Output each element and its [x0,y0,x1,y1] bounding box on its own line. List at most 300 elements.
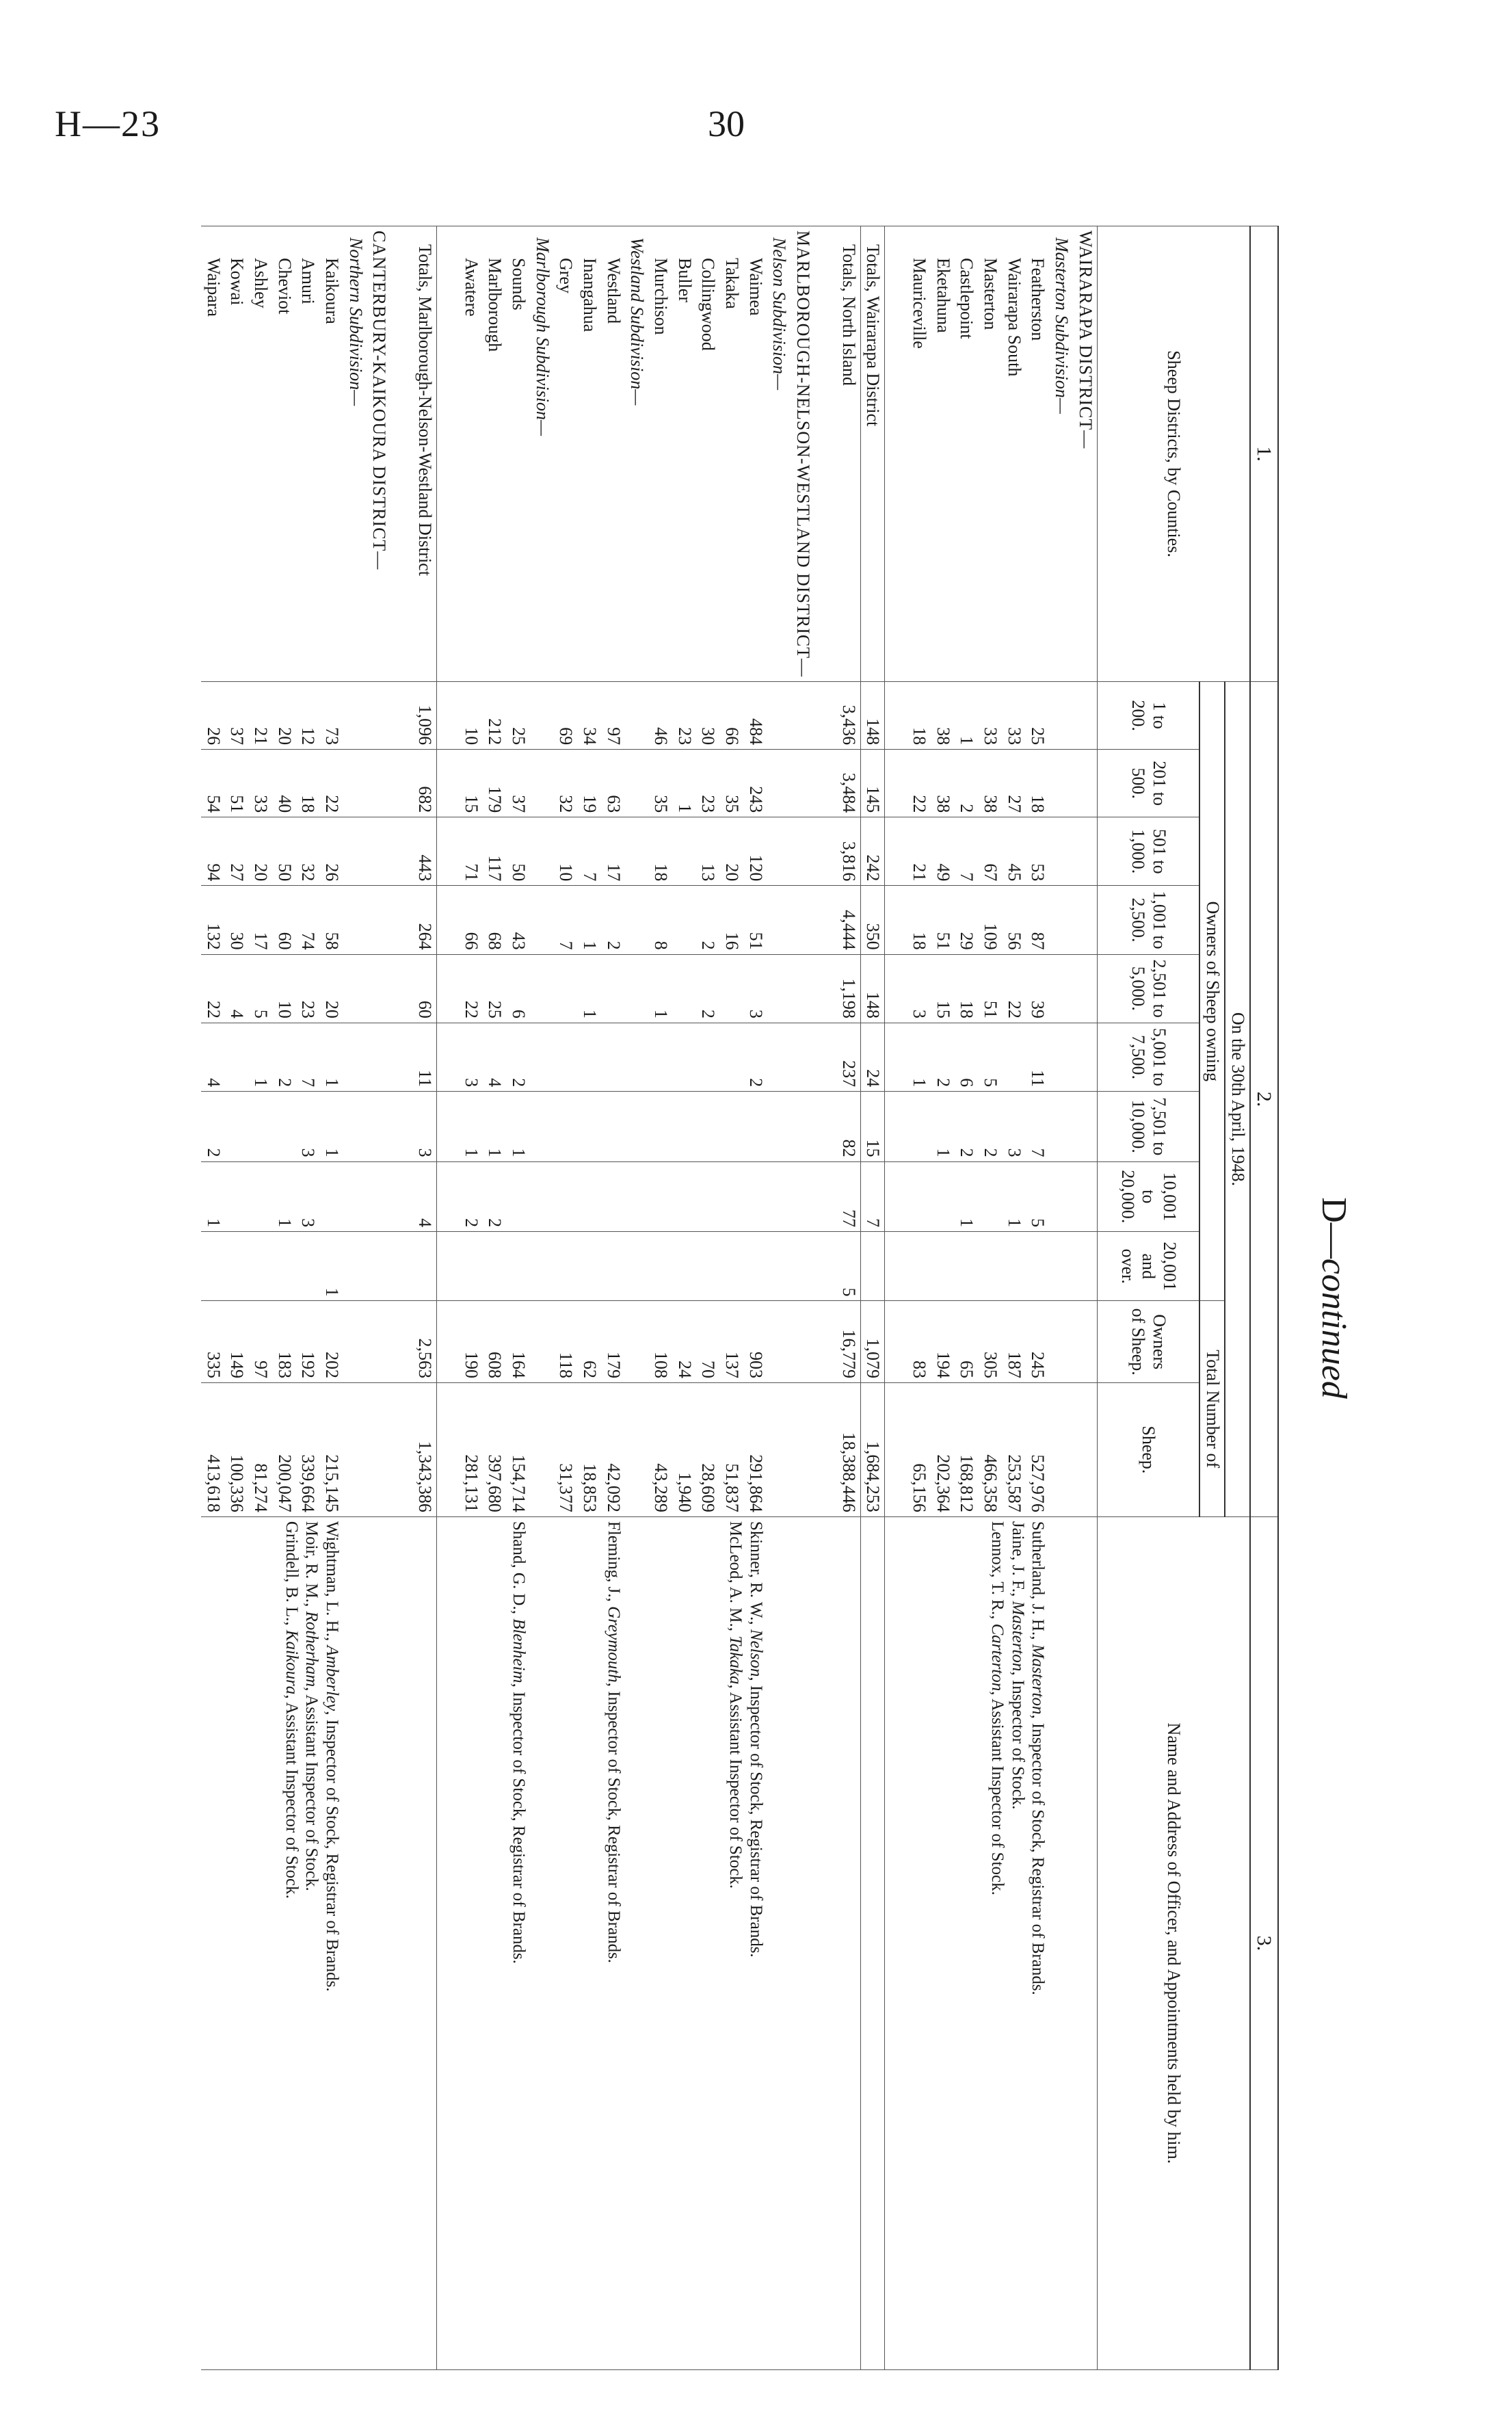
section-heading-row [367,226,391,2370]
table-cell: 69 [554,682,578,750]
officer-name: Grindell, B. L., [282,1521,301,1630]
table-cell: 94 [201,817,225,886]
table-body [201,226,1097,2370]
table-cell: 2 [601,886,625,954]
county-name: Mauriceville [910,258,930,349]
table-cell [601,1232,625,1301]
table-cell [601,954,625,1023]
officer-appointment: , Inspector of Stock. [1008,1671,1027,1810]
section-heading-row [1073,226,1097,2370]
officer-entry [281,1521,302,2365]
table-cell [483,1232,507,1301]
owners-of-sheep-header: Owners of Sheep. [1097,1301,1199,1383]
continued-suffix: continued [1314,1258,1353,1399]
table-cell [719,1092,743,1162]
table-cell: 1 [955,1161,979,1232]
page-header [0,0,1512,178]
table-cell: 18 [296,750,320,817]
totals-cell: 1,079 [860,1301,885,1383]
table-cell: 2 [459,1161,483,1232]
table-cell: 37 [225,682,249,750]
table-cell [743,1161,767,1232]
table-cell: 66 [719,682,743,750]
table-cell [577,1023,601,1091]
table-cell: 3 [1002,1092,1026,1162]
table-cell: 2 [931,1023,955,1091]
table-cell: 20 [272,682,296,750]
table-cell: 54 [201,750,225,817]
officer-entry [321,1521,342,2365]
totals-cell: 1,096 [412,682,436,750]
officer-place: Carterton [988,1623,1007,1692]
table-cell: 22 [907,750,931,817]
table-cell: 40 [272,750,296,817]
table-cell: 120 [743,817,767,886]
section-heading-row [1049,226,1073,2370]
table-cell [319,1161,343,1232]
table-cell: 22 [319,750,343,817]
table-cell: 18 [907,682,931,750]
table-cell: 1 [319,1023,343,1091]
table-cell: 38 [931,750,955,817]
col2-number: 2. [1250,682,1278,1517]
table-cell: 1 [506,1092,530,1162]
table-cell: 62 [577,1301,601,1383]
table-cell: 3 [907,954,931,1023]
table-cell: 51 [978,954,1002,1023]
table-cell: 4 [483,1023,507,1091]
table-cell: 17 [601,817,625,886]
range-header: 1 to 200. [1097,682,1199,750]
county-name: Kowai [227,258,248,306]
county-name: Sounds [508,258,529,311]
table-cell [601,1161,625,1232]
totals-row [412,226,436,2370]
table-cell: 245 [1026,1301,1050,1383]
table-cell: 3 [296,1092,320,1162]
table-cell: 63 [601,750,625,817]
table-cell: 49 [931,817,955,886]
county-name: Marlborough [485,258,505,352]
officer-entry [726,1521,746,2365]
table-cell: 25 [506,682,530,750]
county-name: Awatere [461,258,481,317]
section-heading-row [791,226,814,2370]
county-name: Collingwood [698,258,719,351]
table-cell: 1 [907,1023,931,1091]
table-cell [1002,1023,1026,1091]
officer-appointment: , Assistant Inspector of Stock. [726,1684,745,1889]
table-cell: 15 [459,750,483,817]
table-cell [201,1232,225,1301]
table-cell: 19 [577,750,601,817]
table-cell: 149 [225,1301,249,1383]
table-cell: 33 [978,682,1002,750]
officer-name: Jaine, J. F., [1008,1521,1027,1601]
range-header: 501 to 1,000. [1097,817,1199,886]
table-cell: 24 [672,1301,696,1383]
table-cell: 65,156 [907,1382,931,1516]
table-cell: 2 [201,1092,225,1162]
table-cell: 117 [483,817,507,886]
officer-place: Nelson [746,1629,765,1677]
table-cell: 2 [506,1023,530,1091]
county-name: Amuri [298,258,319,304]
table-cell: 154,714 [506,1382,530,1516]
table-cell: 7 [955,817,979,886]
totals-row [860,226,885,2370]
table-cell: 34 [577,682,601,750]
officer-name: Shand, G. D., [509,1521,528,1619]
table-cell: 97 [248,1301,272,1383]
table-cell: 31,377 [554,1382,578,1516]
table-cell: 6 [506,954,530,1023]
table-cell: 1 [248,1023,272,1091]
range-header: 1,001 to 2,500. [1097,886,1199,954]
table-cell: 2 [696,954,720,1023]
table-cell [648,1232,672,1301]
officer-place: Masterton [1029,1644,1048,1715]
table-cell [248,1092,272,1162]
officer-cell [554,1516,625,2369]
spacer-row [814,226,836,2370]
officer-entry [603,1521,624,2365]
totals-cell: 443 [412,817,436,886]
table-row [743,226,767,2370]
officer-name: Moir, R. M., [302,1521,321,1612]
table-cell: 12 [296,682,320,750]
totals-cell: 350 [860,886,885,954]
table-cell: 1 [955,682,979,750]
table-cell: 3 [296,1161,320,1232]
table-cell [1002,1232,1026,1301]
table-cell [931,1161,955,1232]
table-cell: 137 [719,1301,743,1383]
table-cell: 215,145 [319,1382,343,1516]
table-cell: 71 [459,817,483,886]
table-cell: 7 [1026,1092,1050,1162]
table-cell: 164 [506,1301,530,1383]
county-name: Takaka [722,258,743,309]
table-cell [601,1023,625,1091]
table-cell: 33 [1002,682,1026,750]
totals-label: Totals, Marlborough-Nelson-Westland District [414,244,435,576]
totals-cell: 1,343,386 [412,1382,436,1516]
table-cell: 30 [225,886,249,954]
county-name: Waimea [745,258,766,316]
officer-entry [302,1521,322,2365]
table-cell: 50 [272,817,296,886]
table-cell: 73 [319,682,343,750]
table-cell [272,1092,296,1162]
table-cell [955,1232,979,1301]
table-cell: 2 [955,1092,979,1162]
table-cell [672,886,696,954]
table-cell: 35 [648,750,672,817]
section-heading-row [625,226,649,2370]
table-cell: 1 [201,1161,225,1232]
county-name: Grey [556,258,576,293]
table-cell: 97 [601,682,625,750]
table-cell: 305 [978,1301,1002,1383]
table-cell [978,1161,1002,1232]
table-cell: 20 [248,817,272,886]
subdivision-heading: Marlborough Subdivision— [532,237,553,436]
totals-cell: 145 [860,750,885,817]
table-cell: 10 [272,954,296,1023]
officer-name: Skinner, R. W., [746,1521,765,1629]
table-cell: 7 [554,886,578,954]
table-cell: 179 [483,750,507,817]
table-cell [577,1161,601,1232]
table-cell [719,954,743,1023]
table-cell: 466,358 [978,1382,1002,1516]
sheep-owners-table [201,226,1279,2370]
totals-cell: 15 [860,1092,885,1162]
officer-entry [1028,1521,1048,2365]
table-cell: 23 [296,954,320,1023]
table-cell [696,1092,720,1162]
table-cell [1026,1232,1050,1301]
table-cell: 7 [296,1023,320,1091]
col2-label: On the 30th April, 1948. [1225,682,1250,1517]
table-cell [672,817,696,886]
officer-appointment: , Inspector of Stock, Registrar of Brands. [1029,1714,1048,1995]
totals-cell [412,1232,436,1301]
table-cell: 187 [1002,1301,1026,1383]
table-cell: 194 [931,1301,955,1383]
table-cell: 2 [272,1023,296,1091]
col3-label: Name and Address of Officer, and Appointments held by him. [1097,1516,1249,2369]
table-cell: 109 [978,886,1002,954]
table-row [1026,226,1050,2370]
table-cell [743,1092,767,1162]
continued-heading [1314,226,1354,2370]
totals-cell: 3,436 [836,682,860,750]
officer-name: Wightman, L. H., [322,1521,341,1646]
totals-cell: 18,388,446 [836,1382,860,1516]
table-cell: 20 [719,817,743,886]
officer-cell [201,1516,343,2369]
table-cell [907,1232,931,1301]
table-cell: 608 [483,1301,507,1383]
table-cell [554,1023,578,1091]
page-code: H—23 [55,103,161,144]
table-cell [506,1232,530,1301]
table-cell: 35 [719,750,743,817]
table-cell: 100,336 [225,1382,249,1516]
table-cell: 45 [1002,817,1026,886]
table-cell: 43,289 [648,1382,672,1516]
table-cell [648,1092,672,1162]
totals-cell: 82 [836,1092,860,1162]
table-cell: 903 [743,1301,767,1383]
district-heading: MARLBOROUGH-NELSON-WESTLAND DISTRICT— [793,231,814,678]
table-cell [225,1161,249,1232]
county-name: Kaikoura [321,258,342,324]
table-cell: 108 [648,1301,672,1383]
table-cell: 1 [272,1161,296,1232]
table-cell: 2 [955,750,979,817]
county-name: Buller [674,258,695,302]
range-header: 5,001 to 7,500. [1097,1023,1199,1091]
totals-cell: 7 [860,1161,885,1232]
officer-appointment: , Inspector of Stock, Registrar of Brands. [604,1682,623,1964]
county-name: Wairarapa South [1004,258,1024,377]
totals-cell: 2,563 [412,1301,436,1383]
table-cell: 87 [1026,886,1050,954]
totals-cell: 264 [412,886,436,954]
section-heading-row [767,226,791,2370]
table-cell: 1 [931,1092,955,1162]
officer-appointment: , Inspector of Stock, Registrar of Brands. [509,1683,528,1964]
table-cell [907,1092,931,1162]
table-cell: 18 [907,886,931,954]
table-cell: 18 [955,954,979,1023]
table-cell: 5 [1026,1161,1050,1232]
section-heading-row [530,226,554,2370]
table-cell: 1 [577,954,601,1023]
table-cell: 39 [1026,954,1050,1023]
table-cell [459,1232,483,1301]
totals-cell: 3,484 [836,750,860,817]
table-cell: 46 [648,682,672,750]
officer-appointment: , Inspector of Stock, Registrar of Brands. [746,1677,765,1958]
table-cell: 51 [931,886,955,954]
totals-cell: 1,684,253 [860,1382,885,1516]
table-cell: 26 [201,682,225,750]
range-header: 2,501 to 5,000. [1097,954,1199,1023]
table-cell: 21 [248,682,272,750]
officer-cell [648,1516,767,2369]
table-cell: 22 [459,954,483,1023]
table-cell: 8 [648,886,672,954]
totals-cell: 1,198 [836,954,860,1023]
table-cell [225,1023,249,1091]
officer-place: Takaka [726,1635,745,1685]
table-cell [248,1161,272,1232]
range-header: 7,501 to 10,000. [1097,1092,1199,1162]
table-cell: 484 [743,682,767,750]
totals-label: Totals, North Island [838,244,859,386]
table-cell: 2 [483,1161,507,1232]
table-cell [719,1232,743,1301]
table-cell: 413,618 [201,1382,225,1516]
table-cell: 11 [1026,1023,1050,1091]
table-cell: 1 [319,1232,343,1301]
table-row [319,226,343,2370]
col3-number: 3. [1250,1516,1278,2369]
table-cell [554,1161,578,1232]
officer-appointment: , Inspector of Stock, Registrar of Brands. [322,1711,341,1992]
totals-cell: 60 [412,954,436,1023]
table-cell: 3 [459,1023,483,1091]
table-cell [672,1092,696,1162]
table-cell: 56 [1002,886,1026,954]
table-cell: 16 [719,886,743,954]
totals-cell: 11 [412,1023,436,1091]
table-cell: 1 [319,1092,343,1162]
table-cell [648,1023,672,1091]
table-cell: 1,940 [672,1382,696,1516]
table-cell: 179 [601,1301,625,1383]
totals-cell: 148 [860,954,885,1023]
subdivision-heading: Nelson Subdivision— [769,237,790,391]
table-cell [696,1161,720,1232]
table-cell: 281,131 [459,1382,483,1516]
spacer-row [885,226,907,2370]
page-number: 30 [708,103,745,144]
table-cell: 27 [1002,750,1026,817]
officer-name: McLeod, A. M., [726,1521,745,1636]
total-label: Total Number of [1199,1301,1225,1516]
table-cell: 29 [955,886,979,954]
table-cell: 51,837 [719,1382,743,1516]
table-row [601,226,625,2370]
table-cell: 43 [506,886,530,954]
table-cell: 253,587 [1002,1382,1026,1516]
table-cell: 183 [272,1301,296,1383]
officer-place: Rotherham [302,1611,321,1687]
table-cell: 23 [672,682,696,750]
table-cell: 397,680 [483,1382,507,1516]
table-cell: 17 [248,886,272,954]
totals-cell: 4,444 [836,886,860,954]
table-cell: 7 [577,817,601,886]
table-cell: 200,047 [272,1382,296,1516]
subdivision-heading: Northern Subdivision— [345,237,366,406]
officer-entry [745,1521,766,2365]
range-header: 201 to 500. [1097,750,1199,817]
table-cell: 51 [225,750,249,817]
totals-row [836,226,860,2370]
totals-cell: 16,779 [836,1301,860,1383]
table-cell: 58 [319,886,343,954]
table-cell: 37 [506,750,530,817]
table-cell: 18 [1026,750,1050,817]
spacer-row [436,226,459,2370]
table-cell: 291,864 [743,1382,767,1516]
county-name: Ashley [250,258,271,308]
sheep-header: Sheep. [1097,1382,1199,1516]
table-cell: 168,812 [955,1382,979,1516]
table-cell [296,1232,320,1301]
table-cell: 1 [648,954,672,1023]
table-cell: 4 [201,1023,225,1091]
table-cell: 2 [978,1092,1002,1162]
table-cell: 51 [743,886,767,954]
table-cell: 1 [459,1092,483,1162]
table-cell: 202,364 [931,1382,955,1516]
table-cell [272,1232,296,1301]
col1-label: Sheep Districts, by Counties. [1097,226,1249,682]
table-cell: 339,664 [296,1382,320,1516]
subdivision-heading: Masterton Subdivision— [1052,237,1072,414]
totals-cell: 148 [860,682,885,750]
table-cell [672,1161,696,1232]
table-row [506,226,530,2370]
spacer-row [390,226,412,2370]
table-cell [506,1161,530,1232]
officer-entry [987,1521,1008,2365]
rotated-table-container [144,226,1375,2370]
range-header: 20,001 and over. [1097,1232,1199,1301]
table-cell: 202 [319,1301,343,1383]
table-cell: 74 [296,886,320,954]
totals-cell: 4 [412,1161,436,1232]
table-cell: 42,092 [601,1382,625,1516]
table-cell: 3 [743,954,767,1023]
